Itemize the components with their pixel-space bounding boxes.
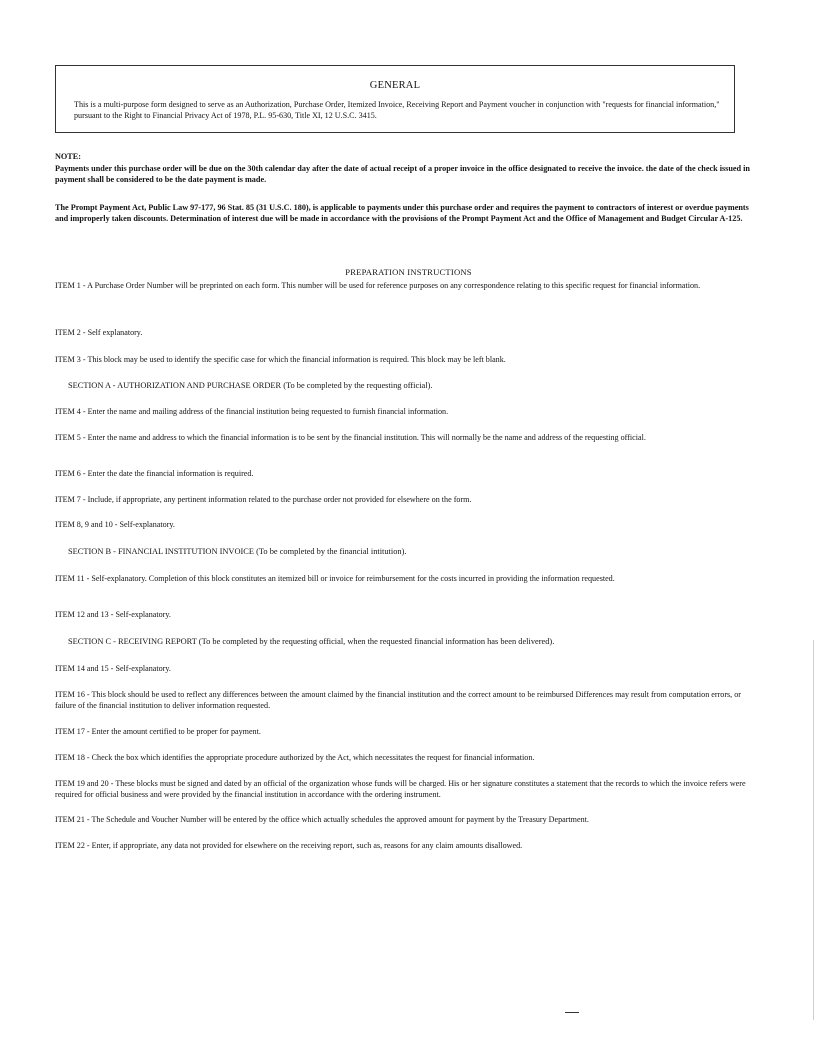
item-2-text: ITEM 2 - Self explanatory. bbox=[55, 328, 143, 337]
item-11-text: ITEM 11 - Self-explanatory. Completion of this block constitutes an itemized bill or invoice for reimbursement for the costs incurred in providing the information requested. bbox=[55, 574, 615, 583]
section-b-heading: SECTION B - FINANCIAL INSTITUTION INVOICE (To be completed by the financial intitution). bbox=[68, 547, 407, 556]
item-8-10-text: ITEM 8, 9 and 10 - Self-explanatory. bbox=[55, 520, 175, 529]
page-edge-line bbox=[813, 640, 814, 1020]
general-description: This is a multi-purpose form designed to serve as an Authorization, Purchase Order, Itemized Invoice, Receiving Report and Payment voucher in conjunction with "requests for financial information," pursuant to the Right to Financial Privacy Act of 1978, P.L. 95-630, Title XI, 12 U.S.C. 3415. bbox=[74, 100, 720, 120]
item-17-text: ITEM 17 - Enter the amount certified to be proper for payment. bbox=[55, 727, 261, 736]
note-payment-terms: Payments under this purchase order will be due on the 30th calendar day after the date of actual receipt of a proper invoice in the office designated to receive the invoice. the date of the check issued in payment shall be considered to be the date payment is made. bbox=[55, 164, 750, 184]
item-5-text: ITEM 5 - Enter the name and address to which the financial information is to be sent by the financial institution. This will normally be the name and address of the requesting official. bbox=[55, 433, 646, 442]
item-12-13-text: ITEM 12 and 13 - Self-explanatory. bbox=[55, 610, 171, 619]
item-6-text: ITEM 6 - Enter the date the financial information is required. bbox=[55, 469, 254, 478]
section-a-heading: SECTION A - AUTHORIZATION AND PURCHASE ORDER (To be completed by the requesting official). bbox=[68, 381, 433, 390]
general-title: GENERAL bbox=[369, 80, 421, 91]
prompt-payment-act-note: The Prompt Payment Act, Public Law 97-177, 96 Stat. 85 (31 U.S.C. 180), is applicable to payments under this purchase order and requires the payment to contractors of interest or overdue payments and improperly taken discounts. Determination of interest due will be made in accordance with the provisions of the Prompt Payment Act and the Office of Management and Budget Circular A-125. bbox=[55, 203, 749, 223]
item-3-text: ITEM 3 - This block may be used to identify the specific case for which the financial information is required. This block may be left blank. bbox=[55, 355, 506, 364]
item-4-text: ITEM 4 - Enter the name and mailing address of the financial institution being requested to furnish financial information. bbox=[55, 407, 449, 416]
item-14-15-text: ITEM 14 and 15 - Self-explanatory. bbox=[55, 664, 171, 673]
preparation-instructions-title: PREPARATION INSTRUCTIONS bbox=[345, 267, 472, 277]
item-7-text: ITEM 7 - Include, if appropriate, any pertinent information related to the purchase order not provided for elsewhere on the form. bbox=[55, 495, 472, 504]
item-21-text: ITEM 21 - The Schedule and Voucher Number will be entered by the office which actually schedules the approved amount for payment by the Treasury Department. bbox=[55, 815, 589, 824]
item-19-20-text: ITEM 19 and 20 - These blocks must be signed and dated by an official of the organization whose funds will be charged. His or her signature constitutes a statement that the records to which the invoice refers were required for official business and were provided by the financial institution in accordance with the ordering instrument. bbox=[55, 779, 746, 799]
item-1-text: ITEM 1 - A Purchase Order Number will be preprinted on each form. This number will be used for reference purposes on any correspondence relating to this specific request for financial information. bbox=[55, 281, 701, 290]
general-section-box bbox=[55, 65, 735, 133]
item-22-text: ITEM 22 - Enter, if appropriate, any data not provided for elsewhere on the receiving report, such as, reasons for any claim amounts disallowed. bbox=[55, 841, 523, 850]
section-c-heading: SECTION C - RECEIVING REPORT (To be completed by the requesting official, when the requested financial information has been delivered). bbox=[68, 637, 555, 646]
item-16-text: ITEM 16 - This block should be used to reflect any differences between the amount claimed by the financial institution and the correct amount to be reimbursed Differences may result from computation errors, or failure of the financial institution to deliver information requested. bbox=[55, 690, 741, 710]
note-label: NOTE: bbox=[55, 152, 81, 161]
scan-mark bbox=[565, 1012, 579, 1013]
item-18-text: ITEM 18 - Check the box which identifies the appropriate procedure authorized by the Act, which necessitates the request for financial information. bbox=[55, 753, 535, 762]
